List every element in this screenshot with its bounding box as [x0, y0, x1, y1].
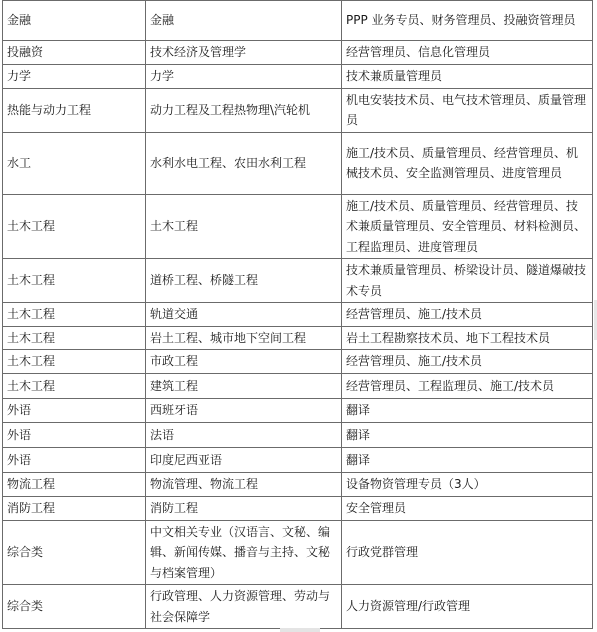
major-cell: 动力工程及工程热物理\汽轮机	[146, 88, 342, 132]
major-cell: 力学	[146, 65, 342, 89]
table-row	[3, 399, 593, 423]
major-cell: 消防工程	[146, 496, 342, 520]
major-cell: 中文相关专业（汉语言、文秘、编辑、新闻传媒、播音与主持、文秘与档案管理）	[146, 520, 342, 585]
position-cell: 人力资源管理/行政管理	[342, 585, 593, 629]
position-cell: 施工/技术员、质量管理员、经营管理员、技术兼质量管理员、安全管理员、材料检测员、工程监理员、进度管理员	[342, 194, 593, 259]
major-cell: 行政管理、人力资源管理、劳动与社会保障学	[146, 585, 342, 629]
category-cell: 土木工程	[3, 374, 146, 399]
major-cell: 物流管理、物流工程	[146, 473, 342, 497]
position-cell: 施工/技术员、质量管理员、经营管理员、机械技术员、安全监测管理员、进度管理员	[342, 132, 593, 194]
category-cell: 土木工程	[3, 303, 146, 327]
category-cell: 土木工程	[3, 326, 146, 350]
table-row	[3, 496, 593, 520]
position-cell: 岩土工程勘察技术员、地下工程技术员	[342, 326, 593, 350]
table-row	[3, 303, 593, 327]
horizontal-scrollbar[interactable]	[280, 628, 320, 632]
category-cell: 力学	[3, 65, 146, 89]
position-cell: 经营管理员、施工/技术员	[342, 303, 593, 327]
major-cell: 道桥工程、桥隧工程	[146, 259, 342, 303]
position-cell: 经营管理员、施工/技术员	[342, 350, 593, 374]
position-cell: 技术兼质量管理员、桥梁设计员、隧道爆破技术专员	[342, 259, 593, 303]
category-cell: 水工	[3, 132, 146, 194]
table-row	[3, 194, 593, 259]
position-cell: 安全管理员	[342, 496, 593, 520]
position-cell: PPP 业务专员、财务管理员、投融资管理员	[342, 1, 593, 41]
category-cell: 土木工程	[3, 194, 146, 259]
category-cell: 外语	[3, 399, 146, 423]
position-cell: 行政党群管理	[342, 520, 593, 585]
major-cell: 西班牙语	[146, 399, 342, 423]
table-row	[3, 423, 593, 448]
major-cell: 市政工程	[146, 350, 342, 374]
table-row	[3, 132, 593, 194]
category-cell: 土木工程	[3, 259, 146, 303]
major-cell: 法语	[146, 423, 342, 448]
table-row	[3, 65, 593, 89]
position-cell: 技术兼质量管理员	[342, 65, 593, 89]
major-cell: 轨道交通	[146, 303, 342, 327]
major-cell: 岩土工程、城市地下空间工程	[146, 326, 342, 350]
position-cell: 经营管理员、工程监理员、施工/技术员	[342, 374, 593, 399]
table-row	[3, 41, 593, 65]
table-row	[3, 88, 593, 132]
table-row	[3, 520, 593, 585]
category-cell: 热能与动力工程	[3, 88, 146, 132]
position-cell: 经营管理员、信息化管理员	[342, 41, 593, 65]
category-cell: 消防工程	[3, 496, 146, 520]
category-cell: 物流工程	[3, 473, 146, 497]
major-position-table	[2, 0, 593, 629]
table-row	[3, 326, 593, 350]
table-row	[3, 350, 593, 374]
position-cell: 机电安装技术员、电气技术管理员、质量管理员	[342, 88, 593, 132]
table-row	[3, 585, 593, 629]
table-row	[3, 259, 593, 303]
major-cell: 金融	[146, 1, 342, 41]
table-row	[3, 448, 593, 473]
major-cell: 建筑工程	[146, 374, 342, 399]
table-row	[3, 1, 593, 41]
position-cell: 设备物资管理专员（3人）	[342, 473, 593, 497]
category-cell: 综合类	[3, 520, 146, 585]
category-cell: 投融资	[3, 41, 146, 65]
table-row	[3, 473, 593, 497]
table-row	[3, 374, 593, 399]
category-cell: 综合类	[3, 585, 146, 629]
major-cell: 印度尼西亚语	[146, 448, 342, 473]
table-body	[3, 1, 593, 629]
major-cell: 土木工程	[146, 194, 342, 259]
category-cell: 外语	[3, 448, 146, 473]
category-cell: 金融	[3, 1, 146, 41]
category-cell: 土木工程	[3, 350, 146, 374]
major-cell: 技术经济及管理学	[146, 41, 342, 65]
position-cell: 翻译	[342, 448, 593, 473]
major-cell: 水利水电工程、农田水利工程	[146, 132, 342, 194]
category-cell: 外语	[3, 423, 146, 448]
position-cell: 翻译	[342, 423, 593, 448]
position-cell: 翻译	[342, 399, 593, 423]
